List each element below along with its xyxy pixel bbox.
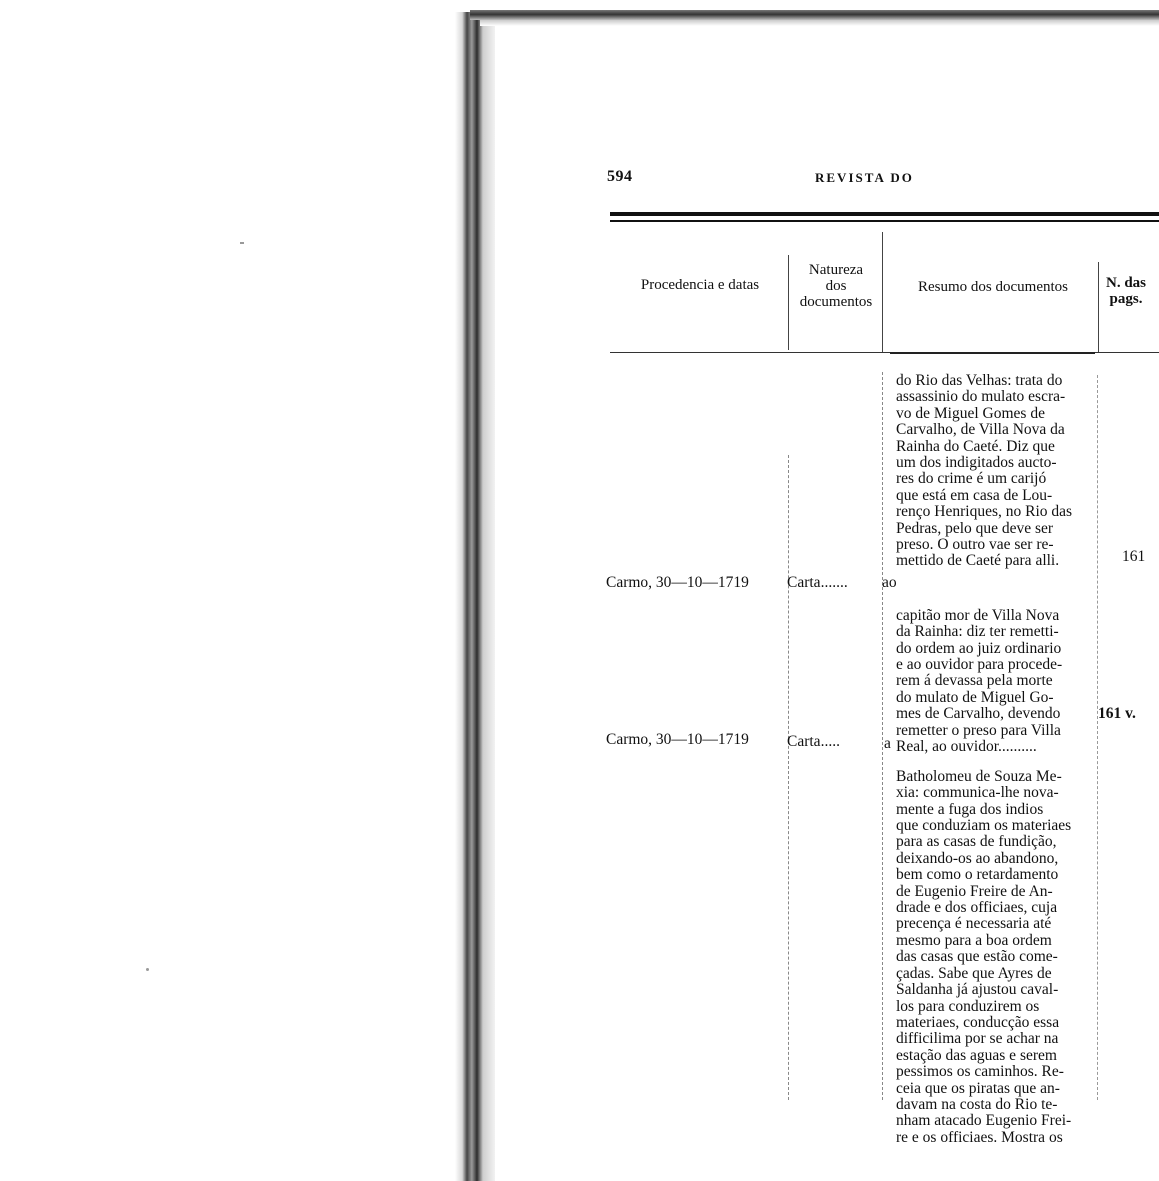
header-rule-thick [610, 212, 1159, 216]
table-row-1-paginas: 161 [1122, 548, 1146, 565]
column-separator [882, 232, 883, 352]
column-separator [788, 255, 789, 350]
table-row-2-resumo-text: capitão mor de Villa Nova da Rainha: diz ter remetti- do ordem ao juiz ordinario e ao ouvidor para procede- rem á devassa pela morte do mulato de Miguel Go- mes de Carvalho, devendo remetter o preso para Villa Real, ao ouvidor.......... [896, 606, 1063, 756]
table-row-2-paginas: 161 v. [1098, 705, 1136, 722]
table-header-rule-strong [890, 352, 1095, 354]
book-binding-shadow [455, 12, 495, 1181]
column-separator [1098, 262, 1099, 352]
column-header-resumo: Resumo dos documentos [918, 279, 1068, 295]
running-title: REVISTA DO [815, 170, 914, 185]
column-separator [882, 372, 883, 1100]
column-separator [788, 455, 789, 1100]
page-top-edge [470, 10, 1159, 20]
column-header-natureza: Natureza dos documentos [799, 262, 873, 310]
page-number: 594 [607, 168, 633, 185]
column-header-procedencia: Procedencia e datas [640, 277, 760, 293]
table-row-2-natureza: Carta....... [787, 574, 848, 591]
column-header-paginas: N. das pags. [1105, 275, 1146, 307]
header-rule-thin [610, 220, 1159, 222]
table-row-3-resumo [884, 735, 1096, 1146]
table-row-3-resumo-lead: a [884, 735, 891, 752]
scan-speck [146, 968, 149, 971]
table-row-3-resumo-text: Batholomeu de Souza Me- xia: communica-lhe nova- mente a fuga dos indios que conduziam os materiaes para as casas de fundição, deixando-os ao abandono, bem como o retardamento de Eugenio Freire de An- drade e dos officiaes, cuja precença é necessaria até mesmo para a boa ordem das casas que estão come- çadas. Sabe que Ayres de Saldanha já ajustou caval- los para conduzirem os materiaes, conducção essa difficilima por se achar na estação das aguas e serem pessimos os caminhos. Re- ceia que os piratas que an- davam na costa do Rio te- nham atacado Eugenio Frei- re e os officiaes. Mostra os [896, 767, 1072, 1146]
table-row-1-resumo: do Rio das Velhas: trata do assassinio do mulato escra- vo de Miguel Gomes de Carvalho, de Villa Nova da Rainha do Caeté. Diz que um dos indigitados aucto- res do crime é um carijó que está em casa de Lou- renço Henriques, no Rio das Pedras, pelo que deve ser preso. O outro vae ser re- mettido de Caeté para alli. [896, 372, 1073, 570]
column-separator [1097, 375, 1098, 1100]
table-row-2-resumo [882, 574, 1096, 756]
table-row-2-resumo-lead: ao [882, 574, 897, 591]
page-top-edge-fade [480, 20, 1159, 26]
scan-speck [240, 242, 244, 244]
table-row-2-procedencia: Carmo, 30—10—1719 [606, 574, 749, 591]
table-row-3-procedencia: Carmo, 30—10—1719 [606, 731, 749, 748]
table-row-3-natureza: Carta..... [787, 733, 840, 750]
